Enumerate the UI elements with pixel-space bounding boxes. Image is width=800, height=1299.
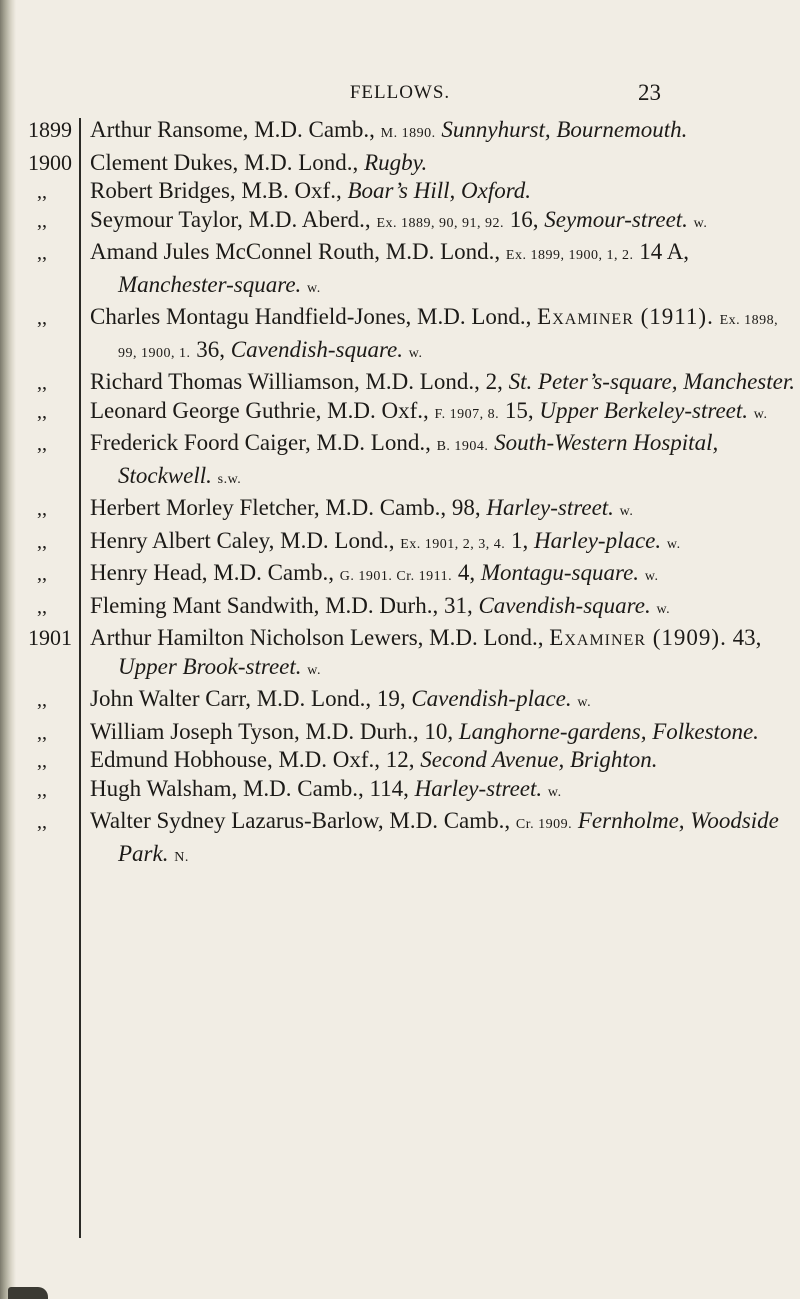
street-number: 2,	[485, 369, 503, 394]
street-number: 31,	[443, 592, 473, 618]
year: 1900	[28, 149, 72, 175]
list-item	[0, 494, 800, 527]
postal-district: w.	[753, 406, 768, 422]
fellow-name: Arthur Hamilton Nicholson Lewers, M.D. Lond.,	[90, 625, 544, 650]
list-item	[0, 397, 800, 430]
postal-district: w.	[408, 345, 423, 361]
street-number: 36,	[196, 336, 225, 362]
address: Boar’s Hill, Oxford.	[347, 178, 532, 203]
address: Upper Brook-street.	[118, 653, 302, 679]
address: Second Avenue, Brighton.	[420, 747, 658, 772]
postal-district: w.	[619, 504, 634, 519]
ditto-mark: ,,	[37, 498, 47, 520]
ditto-mark: ,,	[37, 307, 47, 329]
postal-district: w.	[693, 215, 708, 231]
street-number: 19,	[376, 686, 406, 711]
address: St. Peter’s-square, Manchester.	[508, 369, 795, 394]
address: Cavendish-place.	[411, 686, 572, 711]
degree-record: F. 1907, 8.	[434, 406, 500, 422]
fellow-name: Hugh Walsham, M.D. Camb.,	[90, 775, 364, 801]
ditto-mark: ,,	[37, 721, 47, 744]
fellow-name: Henry Head, M.D. Camb.,	[90, 560, 335, 585]
list-item	[0, 685, 800, 718]
degree-record: Ex. 1898, 99, 1900, 1.	[118, 313, 779, 361]
ditto-mark: ,,	[37, 689, 47, 711]
fellow-name: Amand Jules McConnel Routh, M.D. Lond.,	[90, 239, 501, 264]
list-item	[0, 116, 800, 149]
list-item	[0, 149, 800, 178]
examiner-note: Examiner (1911).	[537, 304, 714, 329]
fellow-name: John Walter Carr, M.D. Lond.,	[90, 686, 372, 711]
degree-record: B. 1904.	[436, 439, 489, 454]
postal-district: w.	[666, 536, 681, 552]
address: Upper Berkeley-street.	[539, 397, 749, 423]
street-number: 14 A,	[639, 239, 690, 264]
fellow-name: Charles Montagu Handfield-Jones, M.D. Lond.,	[90, 304, 532, 329]
street-number: 43,	[732, 625, 762, 650]
list-item	[0, 559, 800, 592]
list-item	[0, 807, 800, 872]
list-item	[0, 775, 800, 808]
ditto-mark: ,,	[37, 811, 47, 833]
ditto-mark: ,,	[37, 778, 47, 801]
ditto-mark: ,,	[37, 563, 47, 585]
address: Harley-place.	[534, 527, 662, 553]
postal-district: w.	[577, 695, 592, 710]
list-item	[0, 368, 800, 397]
ditto-mark: ,,	[37, 400, 47, 423]
fellow-name: Fleming Mant Sandwith, M.D. Durh.,	[90, 592, 439, 618]
address: Seymour-street.	[544, 206, 688, 232]
page-number: 23	[638, 80, 661, 105]
degree-record: Ex. 1901, 2, 3, 4.	[400, 536, 506, 552]
degree-record: Ex. 1889, 90, 91, 92.	[376, 215, 504, 231]
postal-district: s.w.	[217, 471, 242, 487]
address: Montagu-square.	[480, 560, 640, 585]
address: Harley-street.	[414, 775, 543, 801]
list-item	[0, 238, 800, 303]
address: Harley-street.	[486, 495, 614, 520]
page-header	[0, 82, 800, 106]
fellow-name: Robert Bridges, M.B. Oxf.,	[90, 178, 342, 203]
list-item	[0, 429, 800, 494]
postal-district: w.	[547, 784, 562, 800]
address: Fernholme, Woodside Park.	[118, 808, 779, 866]
street-number: 10,	[424, 718, 454, 744]
street-number: 4,	[457, 560, 476, 585]
fellow-name: Leonard George Guthrie, M.D. Oxf.,	[90, 397, 429, 423]
address: South-Western Hospital, Stockwell.	[118, 430, 719, 488]
fellow-name: William Joseph Tyson, M.D. Durh.,	[90, 718, 419, 744]
running-head: FELLOWS.	[349, 82, 451, 103]
list-item	[0, 624, 800, 685]
ditto-mark: ,,	[37, 181, 47, 203]
fellow-name: Clement Dukes, M.D. Lond.,	[90, 149, 359, 175]
list-item	[0, 718, 800, 747]
street-number: 12,	[385, 747, 415, 772]
ditto-mark: ,,	[37, 372, 47, 394]
examiner-note: Examiner (1909).	[549, 625, 727, 650]
ditto-mark: ,,	[37, 209, 47, 232]
street-number: 114,	[369, 775, 409, 801]
address: Sunnyhurst, Bournemouth.	[441, 117, 688, 142]
fellow-name: Henry Albert Caley, M.D. Lond.,	[90, 527, 395, 553]
fellows-list	[0, 116, 800, 872]
ditto-mark: ,,	[37, 530, 47, 553]
fellow-name: Walter Sydney Lazarus-Barlow, M.D. Camb.,	[90, 808, 511, 833]
street-number: 16,	[509, 206, 539, 232]
list-item	[0, 527, 800, 560]
street-number: 15,	[504, 397, 534, 423]
list-item	[0, 746, 800, 775]
address: Langhorne-gardens, Folkestone.	[458, 718, 759, 744]
degree-record: M. 1890.	[380, 126, 436, 141]
list-item	[0, 206, 800, 239]
postal-district: w.	[307, 662, 321, 678]
postal-district: w.	[644, 569, 659, 584]
street-number: 1,	[511, 527, 529, 553]
binding-mark	[8, 1287, 48, 1299]
degree-record: Ex. 1899, 1900, 1, 2.	[505, 248, 634, 263]
address: Cavendish-square.	[230, 336, 404, 362]
postal-district: w.	[656, 601, 671, 617]
postal-district: w.	[307, 280, 321, 296]
street-number: 98,	[451, 495, 481, 520]
list-item	[0, 177, 800, 206]
address: Rugby.	[364, 149, 428, 175]
address: Manchester-square.	[118, 271, 302, 297]
degree-record: Cr. 1909.	[515, 817, 573, 832]
fellow-name: Seymour Taylor, M.D. Aberd.,	[90, 206, 371, 232]
address: Cavendish-square.	[478, 592, 651, 618]
fellow-name: Frederick Foord Caiger, M.D. Lond.,	[90, 430, 431, 455]
ditto-mark: ,,	[37, 750, 47, 772]
ditto-mark: ,,	[37, 595, 47, 618]
fellow-name: Herbert Morley Fletcher, M.D. Camb.,	[90, 495, 447, 520]
degree-record: G. 1901. Cr. 1911.	[339, 569, 453, 584]
postal-district: N.	[174, 849, 189, 865]
ditto-mark: ,,	[37, 242, 47, 264]
fellow-name: Arthur Ransome, M.D. Camb.,	[90, 117, 375, 142]
list-item	[0, 303, 800, 368]
year: 1899	[28, 117, 72, 142]
fellow-name: Richard Thomas Williamson, M.D. Lond.,	[90, 369, 480, 394]
ditto-mark: ,,	[37, 433, 47, 455]
fellow-name: Edmund Hobhouse, M.D. Oxf.,	[90, 747, 381, 772]
list-item	[0, 592, 800, 625]
year: 1901	[28, 625, 72, 650]
